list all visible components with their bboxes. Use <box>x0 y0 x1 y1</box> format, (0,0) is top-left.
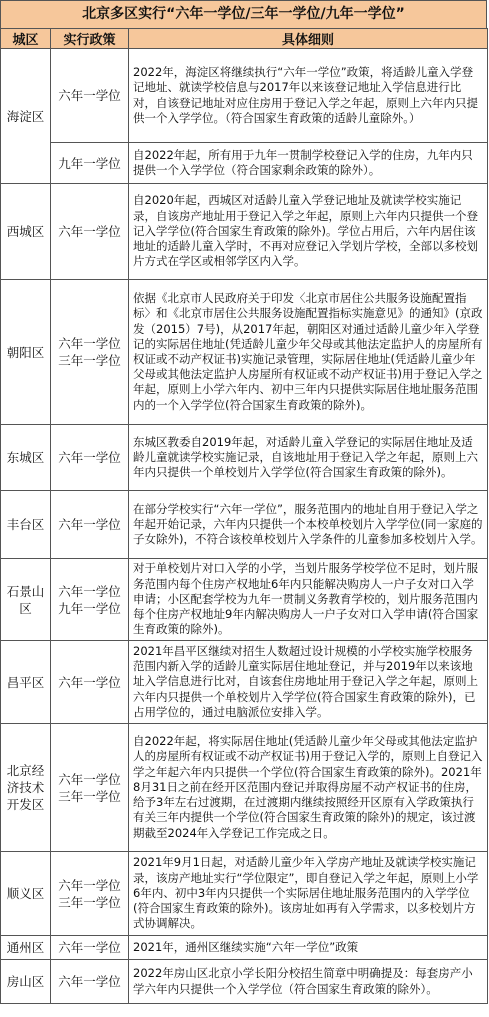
policy-label: 六年一学位 <box>58 224 121 239</box>
district-cell: 西城区 <box>1 184 51 280</box>
table-row <box>1 852 488 936</box>
district-cell: 石景山区 <box>1 559 51 641</box>
detail-cell: 在部分学校实行“六年一学位”，服务范围内的地址自用于登记入学之年起开始记录，六年内只提供一个本校单校划片入学学位(同一家庭的子女除外)，不符合该校单校划片入学条件的儿童参加多校划片入学。 <box>129 491 488 559</box>
policy-label: 六年一学位 <box>58 974 121 989</box>
detail-cell: 对于单校划片对口入学的小学，当划片服务学校学位不足时，划片服务范围内每个住房产权地址6年内只能解决购房人一户子女对口入学申请；小区配套学校为九年一贯制义务教育学校的，划片服务范围内每个住房产权地址9年内解决购房人一户子女对口入学申请(符合国家生育政策的除外)。 <box>129 559 488 641</box>
district-cell: 顺义区 <box>1 852 51 936</box>
district-cell: 房山区 <box>1 960 51 1004</box>
table-row <box>1 960 488 1004</box>
detail-cell: 依据《北京市人民政府关于印发〈北京市居住公共服务设施配置指标〉和《北京市居住公共服务设施配置指标实施意见》的通知》(京政发（2015）7号)，从2017年起，朝阳区对通过适龄儿童少年入学登记的实际居住地址(凭适龄儿童少年父母或其他法定监护人的房屋所有权证或不动产权证书)实施记录管理，实际居住地址(凭适龄儿童少年父母或其他法定监护人房屋所有权证或不动产权证书)用于登记入学之年起，原则上小学六年内、初中三年内只提供实际居住地址服务范围内的一个入学学位(符合国家生育政策的除外)。 <box>129 280 488 425</box>
detail-cell: 2021年9月1日起，对适龄儿童少年入学房产地址及就读学校实施记录，该房产地址实行“学位限定”，即自登记入学之年起，原则上小学6年内、初中3年内只提供一个实际居住地址服务范围内的入学学位(符合国家生育政策的除外)。该房址如再有入学需求，以多校划片方式协调解决。 <box>129 852 488 936</box>
policy-cell <box>51 724 129 852</box>
policy-cell <box>51 960 129 1004</box>
header-policy: 实行政策 <box>51 29 129 49</box>
policy-label: 六年一学位 <box>58 674 121 690</box>
detail-cell: 2021年，通州区继续实施“六年一学位”政策 <box>129 936 488 960</box>
table-row <box>1 724 488 852</box>
district-cell: 通州区 <box>1 936 51 960</box>
header-detail: 具体细则 <box>129 29 488 49</box>
policy-label: 三年一学位 <box>58 788 121 804</box>
table-row <box>1 559 488 641</box>
detail-cell: 自2022年起，所有用于九年一贯制学校登记入学的住房，九年内只提供一个入学学位（符合国家剩余政策的除外）。 <box>129 143 488 184</box>
policy-cell <box>51 425 129 491</box>
detail-cell: 自2020年起，西城区对适龄儿童入学登记地址及就读学校实施记录，自该房产地址用于登记入学之年起，原则上六年内只提供一个登记入学学位(符合国家生育政策的除外)。学位占用后，六年内居住该地址的适龄儿童入学时，不再对应登记入学划片学校，全部以多校划片方式在学区或相邻学区内入学。 <box>129 184 488 280</box>
policy-label: 六年一学位 <box>58 336 121 351</box>
policy-label: 六年一学位 <box>58 877 121 893</box>
detail-cell: 2021年昌平区继续对招生人数超过设计规模的小学校实施学校服务范围内新入学的适龄儿童实际居住地址登记，并与2019年以来该地址入学信息进行比对，自该套住房地址用于登记入学之年起，原则上六年内只提供一个单校划片入学学位(符合国家生育政策的除外)，已占用学位的，通过电脑派位安排入学。 <box>129 641 488 724</box>
policy-label: 六年一学位 <box>58 771 121 787</box>
table-row <box>1 641 488 724</box>
district-cell: 东城区 <box>1 425 51 491</box>
policy-label: 九年一学位 <box>58 155 121 171</box>
table-row <box>1 491 488 559</box>
policy-cell <box>51 936 129 960</box>
detail-cell: 2022年，海淀区将继续执行“六年一学位”政策，将适龄儿童入学登记地址、就读学校信息与2017年以来该登记地址入学信息进行比对，自该登记地址对应住房用于登记入学之年起，原则上六年内只提供一个入学学位。（符合国家生育政策的适龄儿童除外。） <box>129 49 488 143</box>
policy-cell <box>51 280 129 425</box>
policy-label: 六年一学位 <box>58 450 121 465</box>
district-cell: 朝阳区 <box>1 280 51 425</box>
policy-label: 六年一学位 <box>58 88 121 103</box>
detail-cell: 自2022年起，将实际居住地址(凭适龄儿童少年父母或其他法定监护人的房屋所有权证或不动产权证书)用于登记入学的，原则上自登记入学之年起六年内只提供一个学位(符合国家生育政策的除外)。2021年8月31日之前在经开区范围内登记并取得房屋不动产权证书的住房，给予3年左右过渡期，在过渡期内继续按照经开区原有入学政策执行有关三年内提供一个学位(符合国家生育政策的除外)的规定，该过渡期截至2024年入学登记工作完成之日。 <box>129 724 488 852</box>
header-row <box>1 29 488 49</box>
district-cell: 丰台区 <box>1 491 51 559</box>
policy-cell <box>51 559 129 641</box>
policy-cell <box>51 49 129 143</box>
policy-cell <box>51 852 129 936</box>
policy-cell <box>51 184 129 280</box>
table-row <box>1 49 488 143</box>
policy-cell <box>51 491 129 559</box>
table-row <box>1 425 488 491</box>
policy-label: 九年一学位 <box>58 600 121 616</box>
header-district: 城区 <box>1 29 51 49</box>
district-cell: 北京经济技术开发区 <box>1 724 51 852</box>
policy-label: 三年一学位 <box>58 353 121 368</box>
policy-label: 六年一学位 <box>58 583 121 599</box>
table-row <box>1 936 488 960</box>
policy-cell <box>51 143 129 184</box>
policy-label: 六年一学位 <box>58 517 121 532</box>
table-row <box>1 184 488 280</box>
district-cell: 昌平区 <box>1 641 51 724</box>
policy-label: 六年一学位 <box>58 940 121 955</box>
policy-label: 三年一学位 <box>58 894 121 910</box>
table-row <box>1 280 488 425</box>
table-title: 北京多区实行“六年一学位/三年一学位/九年一学位” <box>0 0 487 29</box>
table-row <box>1 143 488 184</box>
district-cell: 海淀区 <box>1 49 51 184</box>
policy-cell <box>51 641 129 724</box>
detail-cell: 东城区教委自2019年起，对适龄儿童入学登记的实际居住地址及适龄儿童就读学校实施记录，自该地址用于登记入学之年起，原则上六年内只提供一个单校划片入学学位(符合国家生育政策的除外)。 <box>129 425 488 491</box>
detail-cell: 2022年房山区北京小学长阳分校招生简章中明确提及：每套房产小学六年内只提供一个入学学位（符合国家生育政策的除外）。 <box>129 960 488 1004</box>
policy-table <box>0 28 488 1004</box>
